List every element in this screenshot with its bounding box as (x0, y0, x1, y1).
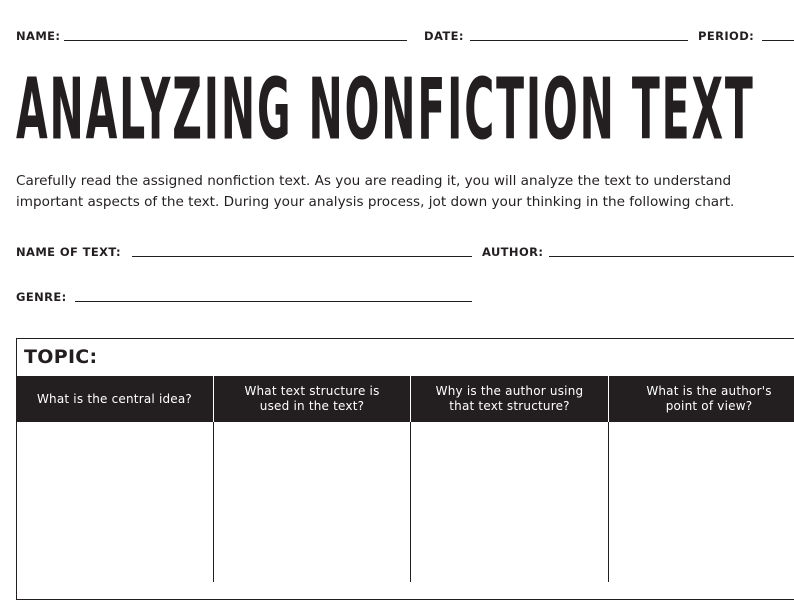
column-header-text: used in the text? (259, 399, 365, 413)
column-header-text: What text structure is (244, 384, 380, 398)
genre-field-line[interactable] (75, 301, 472, 302)
date-label: DATE: (424, 29, 464, 43)
column-divider (213, 422, 214, 582)
column-header-central-idea (16, 376, 213, 422)
name-of-text-field-line[interactable] (132, 256, 472, 257)
period-field-line[interactable] (762, 40, 794, 41)
name-field-line[interactable] (64, 40, 407, 41)
date-field-line[interactable] (470, 40, 688, 41)
column-header-text-structure (214, 376, 410, 422)
column-header-text: point of view? (665, 399, 753, 413)
page-title: ANALYZING NONFICTION TEXT (16, 60, 755, 159)
column-divider (608, 422, 609, 582)
column-header-why-structure (411, 376, 608, 422)
author-label: AUTHOR: (482, 245, 544, 259)
column-header-text: Why is the author using (435, 384, 584, 398)
instructions-paragraph (16, 171, 794, 213)
period-label: PERIOD: (698, 29, 755, 43)
column-header-text: What is the central idea? (36, 391, 193, 406)
instructions-line-1: Carefully read the assigned nonfiction text. As you are reading it, you will analyze the text to understand (16, 173, 732, 189)
column-header-text: What is the author's (646, 384, 772, 398)
column-header-point-of-view (609, 376, 794, 422)
name-of-text-label: NAME OF TEXT: (16, 245, 122, 259)
column-divider (410, 422, 411, 582)
name-label: NAME: (16, 29, 61, 43)
instructions-line-2: important aspects of the text. During your analysis process, jot down your thinking in the following chart. (16, 194, 735, 210)
column-header-text: that text structure? (449, 399, 570, 413)
topic-label: TOPIC: (24, 346, 98, 368)
genre-label: GENRE: (16, 290, 67, 304)
author-field-line[interactable] (549, 256, 794, 257)
